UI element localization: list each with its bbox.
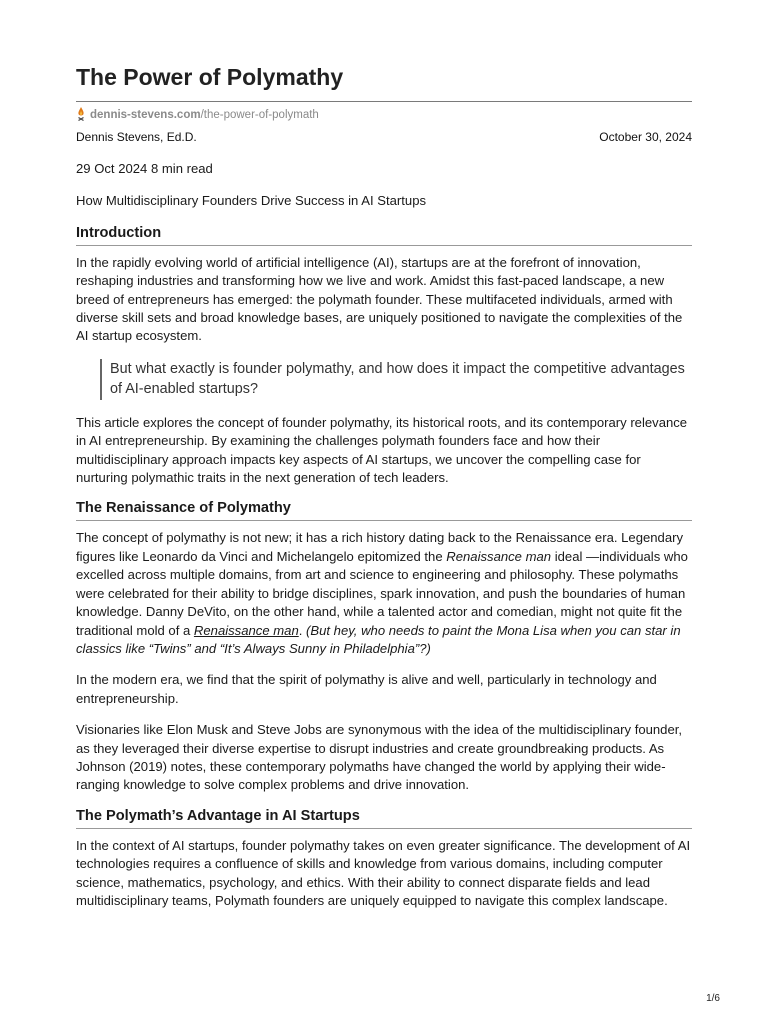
article-body <box>76 160 692 910</box>
section-heading-renaissance: The Renaissance of Polymathy <box>76 500 692 521</box>
intro-paragraph-2: This article explores the concept of founder polymathy, its historical roots, and its contemporary relevance in AI entrepreneurship. By examining the challenges polymath founders face and how their multidisciplinary approach impacts key aspects of AI startups, we uncover the compelling case for nurturing polymathic traits in the next generation of tech leaders. <box>76 414 688 486</box>
advantage-paragraph-1: In the context of AI startups, founder polymathy takes on even greater significance. The development of AI technologies requires a confluence of skills and knowledge from various domains, including computer science, mathematics, psychology, and ethics. With their ability to connect disparate fields and lead multidisciplinary teams, Polymath founders are uniquely equipped to navigate this complex landscape. <box>76 837 691 908</box>
emphasis-renaissance-man: Renaissance man <box>446 548 552 564</box>
source-domain: dennis-stevens.com <box>90 109 201 121</box>
title-divider <box>76 101 692 102</box>
text-run: ideal —individuals who excelled across multiple domains, from art and science to engineering and philosophy. These polymaths were celebrated for their ability to bridge disciplines, spark innovation, and push the boundaries of human knowledge. Danny DeVito, on the other hand, while a talented actor and comedian, might not quite fit the traditional mold of a <box>76 548 688 638</box>
pull-quote: But what exactly is founder polymathy, and how does it impact the competitive advantages of AI-enabled startups? <box>100 359 692 400</box>
source-path: /the-power-of-polymath <box>200 109 319 121</box>
renaissance-paragraph-3: Visionaries like Elon Musk and Steve Jobs are synonymous with the idea of the multidisciplinary founder, as they leveraged their diverse expertise to disrupt industries and create groundbreaking products. As Johnson (2019) notes, these contemporary polymaths have changed the world by applying their wide-ranging knowledge to solve complex problems and drive innovation. <box>76 722 683 793</box>
section-heading-introduction: Introduction <box>76 225 692 246</box>
text-run: The concept of polymathy is not new; it has a rich history dating back to the Renaissance era. Legendary figures like Leonardo da Vinci and Michelangelo epitomized the <box>76 530 684 564</box>
renaissance-paragraph-2: In the modern era, we find that the spirit of polymathy is alive and well, particularly in technology and entrepreneurship. <box>76 672 657 706</box>
intro-paragraph-1: In the rapidly evolving world of artificial intelligence (AI), startups are at the forefront of innovation, reshaping industries and transforming how we live and work. Amidst this fast-paced landscape, a new breed of entrepreneurs has emerged: the polymath founder. These multifaceted individuals, armed with diverse skill sets and broad knowledge bases, are uniquely positioned to navigate the complexities of the AI startup ecosystem. <box>76 254 683 344</box>
page-title: The Power of Polymathy <box>76 64 344 90</box>
article-subtitle: How Multidisciplinary Founders Drive Success in AI Startups <box>76 193 427 209</box>
renaissance-paragraph-1 <box>76 529 692 658</box>
humorous-aside: (But hey, who needs to paint the Mona Lisa when you can star in classics like “Twins” and “It’s Always Sunny in Philadelphia”?) <box>76 622 681 656</box>
publish-date: October 30, 2024 <box>599 130 692 144</box>
source-link[interactable] <box>76 107 319 121</box>
author-name: Dennis Stevens, Ed.D. <box>76 130 197 144</box>
favicon-icon <box>76 107 86 121</box>
page-number: 1/6 <box>706 993 720 1004</box>
renaissance-man-link[interactable]: Renaissance man <box>193 622 299 638</box>
text-run: . <box>298 622 307 638</box>
section-heading-advantage: The Polymath’s Advantage in AI Startups <box>76 808 692 829</box>
read-date: 29 Oct 2024 8 min read <box>76 161 213 176</box>
